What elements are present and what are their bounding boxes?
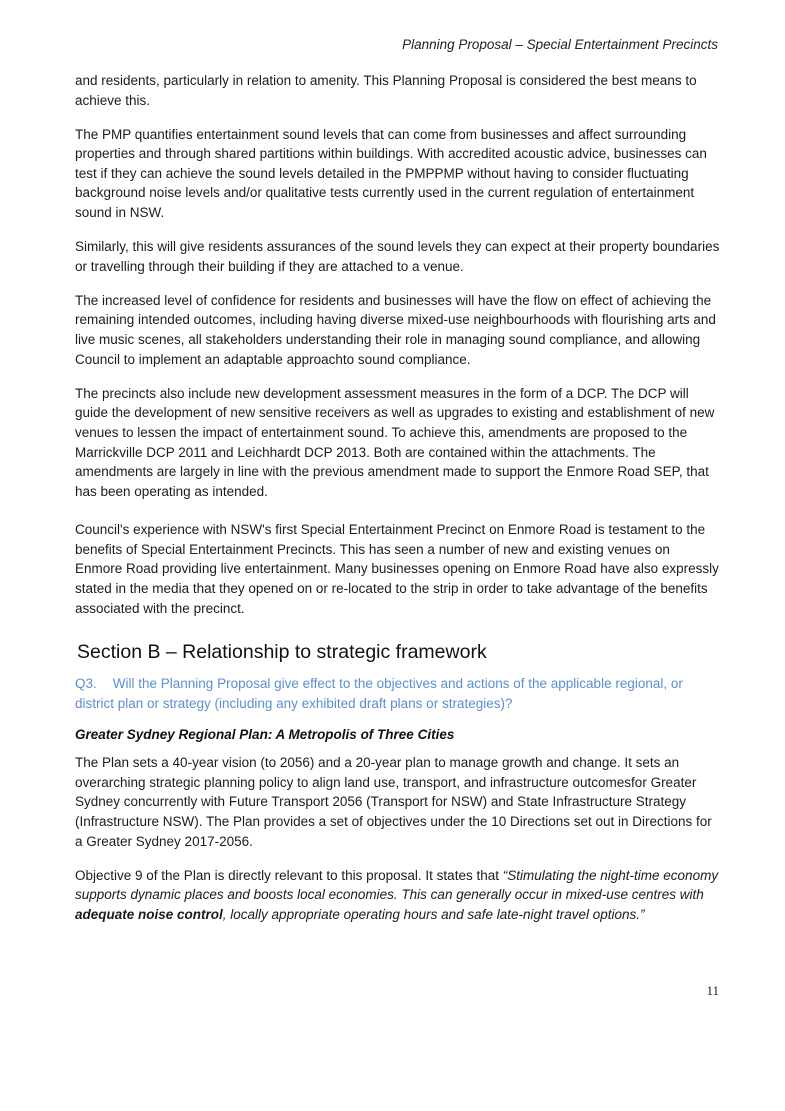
page-content [75,71,720,939]
paragraph-plan-vision: The Plan sets a 40-year vision (to 2056) and a 20-year plan to manage growth and change. It sets an overarching strategic planning policy to align land use, transport, and infrastructure outcomesfor Greater Sydney concurrently with Future Transport 2056 (Transport for NSW) and State Infrastructure Strategy (Infrastructure NSW). The Plan provides a set of objectives under the 10 Directions set out in Directions for a Greater Sydney 2017-2056. [75,755,712,849]
objective-quote-part-b: , locally appropriate operating hours and safe late-night travel options.” [222,906,645,922]
running-header: Planning Proposal – Special Entertainment Precincts [402,37,718,52]
question-text: Will the Planning Proposal give effect to the objectives and actions of the applicable regional, or district plan or strategy (including any exhibited draft plans or strategies)? [75,676,683,712]
subheading-regional-plan: Greater Sydney Regional Plan: A Metropolis of Three Cities [75,727,455,743]
paragraph-dcp-measures: The precincts also include new development assessment measures in the form of a DCP. The DCP will guide the development of new sensitive receivers as well as upgrades to existing and establishment of new venues to lessen the impact of entertainment sound. To achieve this, amendments are proposed to the Marrickville DCP 2011 and Leichhardt DCP 2013. Both are contained within the attachments. The amendments are largely in line with the previous amendment made to support the Enmore Road SEP, that has been operating as intended. [75,385,715,499]
paragraph-objective-9 [75,866,720,925]
paragraph-enmore-road-experience: Council's experience with NSW's first Special Entertainment Precinct on Enmore Road is testament to the benefits of Special Entertainment Precincts. This has seen a number of new and existing venues on Enmore Road providing live entertainment. Many businesses opening on Enmore Road have also expressly stated in the media that they opened on or re-located to the strip in order to take advantage of the benefits associated with the precinct. [75,522,719,616]
paragraph-pmp-sound-levels: The PMP quantifies entertainment sound levels that can come from businesses and affect surrounding properties and through shared partitions within buildings. With accredited acoustic advice, businesses can test if they can achieve the sound levels detailed in the PMPPMP without having to consider fluctuating background noise levels and/or qualitative tests currently used in the current regulation of entertainment sound in NSW. [75,126,707,221]
paragraph-amenity: and residents, particularly in relation to amenity. This Planning Proposal is considered the best means to achieve this. [75,73,697,108]
objective-quote-part-a: “Stimulating the night-time economy supports dynamic places and boosts local economies. This can generally occur in mixed-use centres with [75,867,719,903]
question-q3 [75,674,720,714]
paragraph-resident-assurances: Similarly, this will give residents assurances of the sound levels they can expect at their property boundaries or travelling through their building if they are attached to a venue. [75,239,720,274]
section-heading: Section B – Relationship to strategic framework [77,641,487,664]
objective-lead-text: Objective 9 of the Plan is directly relevant to this proposal. It states that [75,867,503,883]
objective-quote-emphasis: adequate noise control [75,906,223,922]
paragraph-confidence-outcomes: The increased level of confidence for residents and businesses will have the flow on effect of achieving the remaining intended outcomes, including having diverse mixed-use neighbourhoods with flourishing arts and live music scenes, all stakeholders understanding their role in managing sound compliance, and allowing Council to implement an adaptable approachto sound compliance. [75,292,716,367]
page-number: 11 [706,983,719,998]
question-number: Q3. [75,676,97,692]
